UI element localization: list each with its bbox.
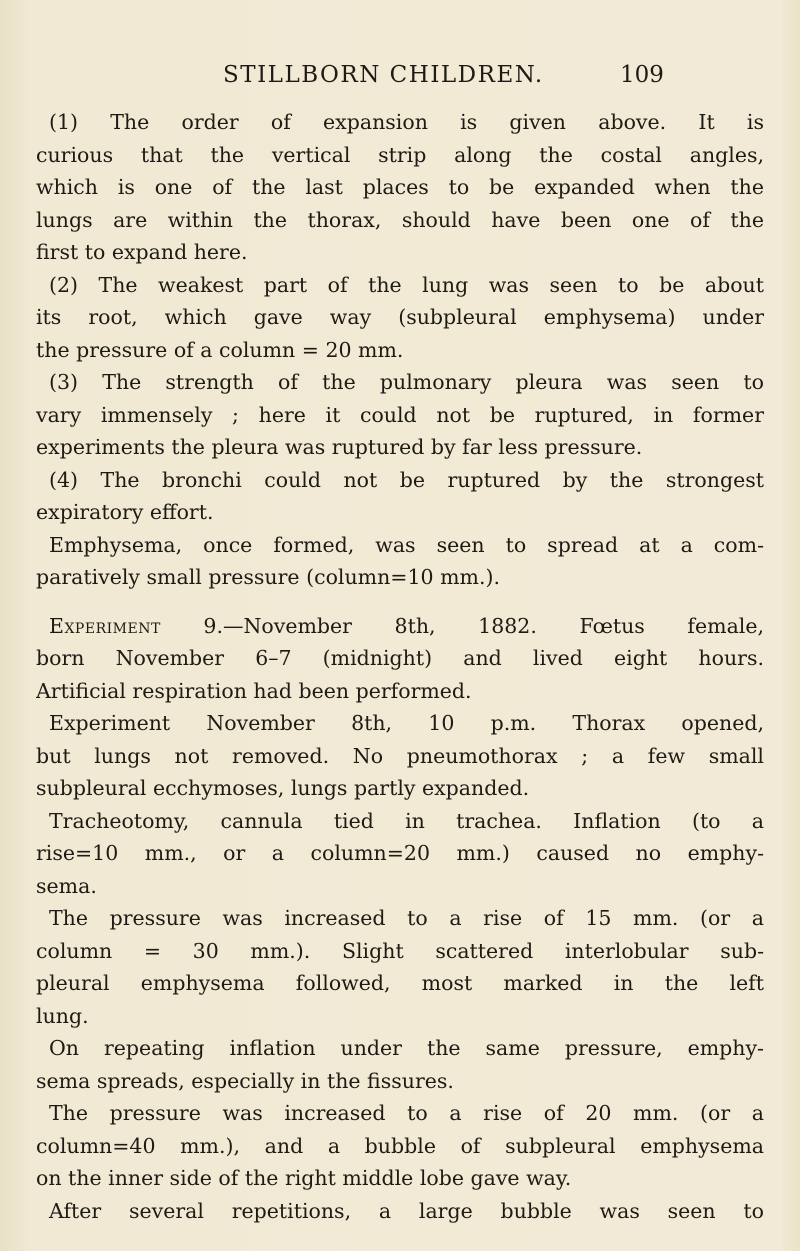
running-head: STILLBORN CHILDREN.	[223, 62, 544, 88]
text-line: the pressure of a column = 20 mm.	[36, 337, 404, 362]
experiment-heading	[36, 610, 764, 643]
page-header	[0, 58, 800, 92]
experiment-label: Experiment	[49, 613, 161, 638]
text-line: sema spreads, especially in the fissures.	[36, 1068, 454, 1093]
text-line: (1) The order of expansion is given above. It is	[49, 110, 764, 134]
text-line: (3) The strength of the pulmonary pleura was seen to	[49, 370, 764, 394]
findings-list	[36, 106, 764, 594]
text-line: After several repetitions, a large bubble was seen to	[49, 1198, 764, 1223]
text-line: Artificial respiration had been performed.	[36, 678, 472, 703]
body-text	[36, 106, 764, 1227]
text-line: column = 30 mm.). Slight scattered interlobular sub-	[36, 938, 764, 963]
text-line: first to expand here.	[36, 240, 248, 264]
text-line: The pressure was increased to a rise of 15 mm. (or a	[49, 906, 764, 930]
text-line: born November 6–7 (midnight) and lived eight hours.	[36, 646, 764, 670]
text-line: Emphysema, once formed, was seen to spread at a com-	[49, 532, 764, 557]
text-line: Experiment November 8th, 10 p.m. Thorax opened,	[49, 711, 764, 735]
page-number: 109	[620, 62, 664, 88]
text-line: but lungs not removed. No pneumothorax ; a few small	[36, 743, 764, 768]
text-line: expiratory effort.	[36, 500, 214, 524]
experiment-heading-text: 9.—November 8th, 1882. Fœtus female,	[160, 613, 764, 638]
experiment-description	[36, 642, 764, 1227]
text-line: experiments the pleura was ruptured by far less pressure.	[36, 435, 643, 459]
text-line: vary immensely ; here it could not be ruptured, in former	[36, 402, 764, 427]
text-line: its root, which gave way (subpleural emphysema) under	[36, 305, 764, 329]
text-line: curious that the vertical strip along the costal angles,	[36, 142, 764, 167]
text-line: rise=10 mm., or a column=20 mm.) caused no emphy-	[36, 841, 764, 865]
text-line: On repeating inflation under the same pressure, emphy-	[49, 1036, 764, 1060]
text-line: lung.	[36, 1003, 89, 1028]
text-line: which is one of the last places to be expanded when the	[36, 175, 764, 199]
text-line: (4) The bronchi could not be ruptured by the strongest	[49, 467, 764, 492]
text-line: The pressure was increased to a rise of 20 mm. (or a	[49, 1101, 764, 1125]
text-line: Tracheotomy, cannula tied in trachea. Inflation (to a	[49, 808, 764, 833]
text-line: subpleural ecchymoses, lungs partly expanded.	[36, 776, 530, 800]
text-line: sema.	[36, 873, 97, 898]
text-line: lungs are within the thorax, should have been one of the	[36, 207, 764, 232]
text-line: (2) The weakest part of the lung was seen to be about	[49, 272, 764, 297]
text-line: pleural emphysema followed, most marked in the left	[36, 971, 764, 995]
text-line: paratively small pressure (column=10 mm.).	[36, 565, 500, 589]
text-line: column=40 mm.), and a bubble of subpleural emphysema	[36, 1133, 764, 1158]
text-line: on the inner side of the right middle lobe gave way.	[36, 1166, 572, 1190]
